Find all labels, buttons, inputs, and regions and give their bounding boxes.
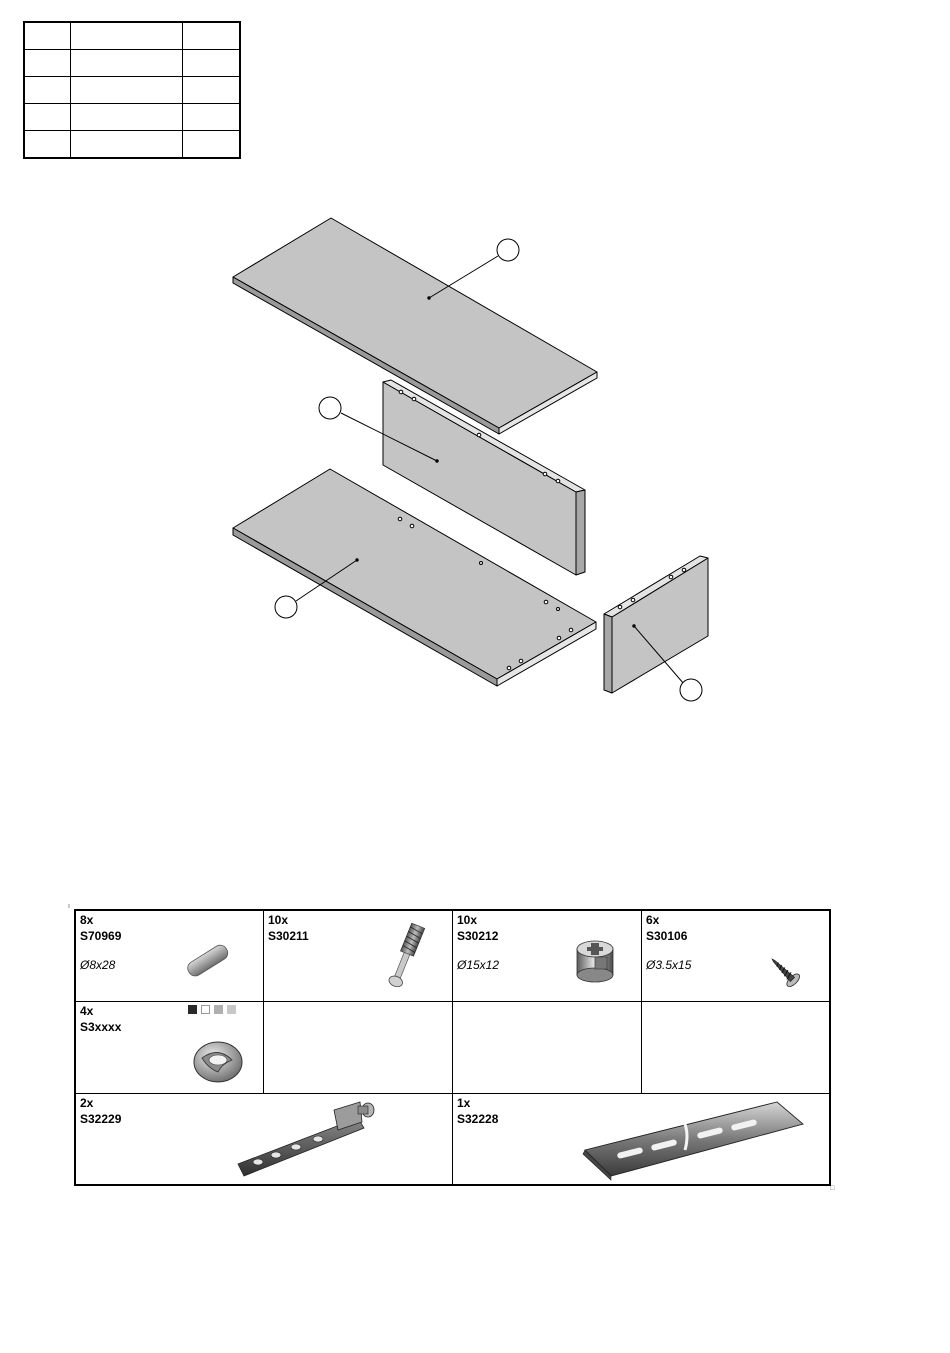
mounting-plate-icon — [234, 1100, 384, 1180]
wooden-dowel-icon — [180, 937, 236, 985]
table-cell — [71, 22, 183, 50]
table-cell — [71, 77, 183, 104]
cover-cap-icon — [188, 1028, 248, 1088]
corner-mark: □ — [830, 1185, 835, 1192]
table-cell — [71, 50, 183, 77]
hardware-cell — [453, 1094, 831, 1184]
table-cell — [183, 131, 241, 159]
table-cell — [24, 131, 71, 159]
table-cell — [24, 104, 71, 131]
table-cell — [183, 77, 241, 104]
corner-mark: ı — [68, 903, 70, 910]
hardware-table — [74, 909, 831, 1186]
color-swatch — [227, 1005, 236, 1014]
table-cell — [183, 104, 241, 131]
hardware-cell — [76, 1002, 264, 1094]
hardware-qty: 2x — [80, 1096, 94, 1110]
hardware-qty: 8x — [80, 913, 94, 927]
hardware-cell — [76, 1094, 453, 1184]
side-panel — [604, 556, 708, 693]
hardware-cell — [453, 911, 642, 1002]
callout-top-panel — [497, 239, 519, 261]
hardware-qty: 10x — [457, 913, 478, 927]
wall-rail-icon — [581, 1098, 811, 1182]
cam-bolt-icon — [374, 921, 434, 1001]
table-row — [24, 50, 240, 77]
hardware-qty: 10x — [268, 913, 289, 927]
hardware-cell-empty — [642, 1002, 831, 1094]
callout-side-panel — [680, 679, 702, 701]
table-row — [24, 131, 240, 159]
hardware-cell-empty — [453, 1002, 642, 1094]
table-cell — [71, 131, 183, 159]
hardware-code: S32228 — [457, 1112, 499, 1126]
table-cell — [183, 50, 241, 77]
color-swatch — [201, 1005, 210, 1014]
hardware-code: S30106 — [646, 929, 688, 943]
hardware-code: S30211 — [268, 929, 309, 943]
hardware-cell — [264, 911, 453, 1002]
hardware-code: S30212 — [457, 929, 499, 943]
color-swatch — [188, 1005, 197, 1014]
hardware-cell — [642, 911, 831, 1002]
cap-color-swatches — [188, 1005, 236, 1014]
hardware-code: S32229 — [80, 1112, 122, 1126]
hardware-cell-empty — [264, 1002, 453, 1094]
hardware-code: S3xxxx — [80, 1020, 122, 1034]
color-swatch — [214, 1005, 223, 1014]
table-cell — [183, 22, 241, 50]
table-row — [24, 22, 240, 50]
screw-icon — [764, 951, 804, 991]
table-cell — [24, 77, 71, 104]
callout-back-panel — [319, 397, 341, 419]
hardware-qty: 4x — [80, 1004, 94, 1018]
table-cell — [24, 22, 71, 50]
hardware-dimension: Ø3.5x15 — [646, 958, 692, 972]
hardware-dimension: Ø8x28 — [80, 958, 116, 972]
hardware-cell — [76, 911, 264, 1002]
table-cell — [71, 104, 183, 131]
table-row — [24, 104, 240, 131]
table-row — [24, 77, 240, 104]
hardware-dimension: Ø15x12 — [457, 958, 500, 972]
exploded-assembly-drawing — [0, 200, 950, 720]
hardware-code: S70969 — [80, 929, 122, 943]
callout-bottom-panel — [275, 596, 297, 618]
parts-list-table — [23, 21, 241, 159]
cam-lock-icon — [571, 935, 621, 987]
hardware-qty: 6x — [646, 913, 660, 927]
table-cell — [24, 50, 71, 77]
hardware-qty: 1x — [457, 1096, 471, 1110]
